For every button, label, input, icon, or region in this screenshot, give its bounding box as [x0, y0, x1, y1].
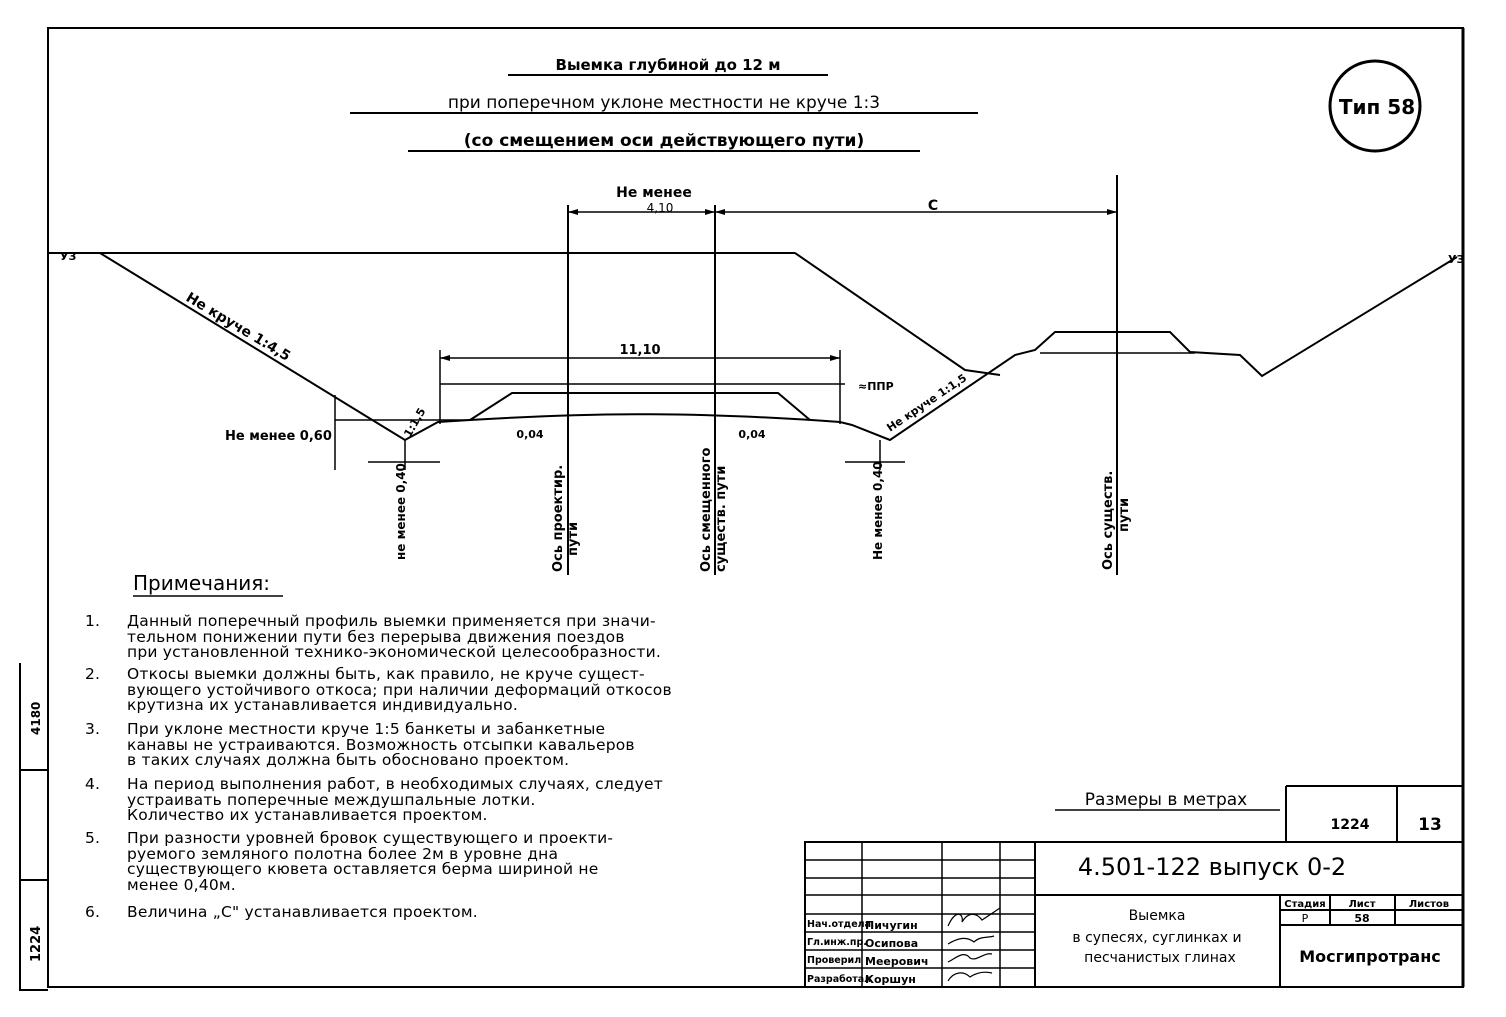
- title-line3: (со смещением оси действующего пути): [463, 131, 865, 151]
- ground-left-label: УЗ: [60, 250, 77, 263]
- role-3: Проверил: [807, 955, 862, 966]
- doc-number: 4.501-122 выпуск 0-2: [1077, 853, 1347, 881]
- note-item: [85, 667, 845, 714]
- dim-top-value: 4,10: [646, 201, 674, 215]
- ballast-prism: [470, 393, 810, 420]
- note-item: [85, 777, 845, 824]
- stamp-code: 1224: [1330, 817, 1370, 833]
- dim-arrows: [440, 209, 1117, 361]
- name-1: Пичугин: [865, 919, 918, 932]
- note-item: [85, 905, 845, 921]
- note-number: 3.: [85, 720, 101, 738]
- note-number: 5.: [85, 829, 101, 847]
- slope-right-label: Не круче 1:1,5: [884, 371, 970, 435]
- slope-004-right: 0,04: [738, 428, 766, 441]
- name-4: Коршун: [865, 973, 916, 986]
- role-4: Разработал: [807, 974, 872, 985]
- note-item: [85, 722, 845, 769]
- dim-c-label: C: [927, 198, 939, 214]
- dimensions: [335, 212, 1117, 470]
- sheet-label: Лист: [1348, 899, 1376, 910]
- stamp-title-3: песчанистых глинах: [1084, 950, 1236, 966]
- axis-lines: [440, 175, 1117, 575]
- sheets-label: Листов: [1408, 899, 1450, 910]
- note-number: 2.: [85, 665, 101, 683]
- note-number: 4.: [85, 775, 101, 793]
- slope-004-left: 0,04: [516, 428, 544, 441]
- role-1: Нач.отдела: [807, 919, 872, 930]
- signatures: [948, 908, 1000, 981]
- axis-exist-label2: пути: [1117, 497, 1132, 532]
- title-line2: при поперечном уклоне местности не круче 1:3: [447, 93, 881, 113]
- axis-design-label2: пути: [566, 521, 581, 556]
- axis-shift-label2: существ. пути: [714, 465, 729, 572]
- min-060-label: Не менее 0,60: [225, 429, 332, 444]
- stage-value: Р: [1301, 912, 1309, 925]
- title-block: [350, 56, 978, 151]
- note-text: Величина „С" устанавливается проектом.: [127, 903, 478, 921]
- stage-label: Стадия: [1284, 899, 1326, 910]
- note-text: Откосы выемки должны быть, как правило, не круче сущест- вующего устойчивого откоса; при наличии деформаций откосов крутизна их устанавливается индивидуально.: [127, 665, 672, 714]
- min-040-left: не менее 0,40: [394, 463, 408, 560]
- note-number: 1.: [85, 612, 101, 630]
- role-2: Гл.инж.пр.: [807, 937, 867, 948]
- cut-profile: [100, 253, 1457, 440]
- axis-design-label1: Ось проектир.: [551, 464, 566, 572]
- slope-left-label: Не круче 1:4,5: [182, 289, 294, 365]
- dim-top-label: Не менее: [616, 185, 692, 201]
- ground-right-label: УЗ: [1448, 253, 1465, 266]
- note-text: Данный поперечный профиль выемки применяется при значи- тельном понижении пути без перерыва движения поездов при установленной технико-экономической целесообразности.: [127, 612, 662, 661]
- name-3: Меерович: [865, 955, 929, 968]
- ppr-label: ≈ППР: [858, 380, 894, 393]
- note-number: 6.: [85, 903, 101, 921]
- org-name: Мосгипротранс: [1299, 947, 1441, 966]
- units-label: Размеры в метрах: [1084, 790, 1248, 810]
- stamp-sheet-no: 13: [1418, 815, 1442, 835]
- note-text: При уклоне местности круче 1:5 банкеты и забанкетные канавы не устраиваются. Возможность отсыпки кавальеров в таких случаях должна быть обосновано проектом.: [127, 720, 635, 769]
- min-040-right: Не менее 0,40: [871, 461, 885, 560]
- note-text: На период выполнения работ, в необходимых случаях, следует устраивать поперечные междушпальные лотки. Количество их устанавливается проектом.: [127, 775, 663, 824]
- note-item: [85, 614, 845, 661]
- sheet-value: 58: [1354, 912, 1370, 925]
- stamp-title-1: Выемка: [1128, 908, 1186, 924]
- dim-width-label: 11,10: [619, 343, 661, 358]
- title-line1: Выемка глубиной до 12 м: [555, 56, 781, 74]
- type-label: Тип 58: [1338, 95, 1416, 119]
- axis-exist-label1: Ось существ.: [1101, 470, 1116, 570]
- axis-shift-label1: Ось смещенного: [699, 447, 714, 572]
- slope-small-label: 1:1,5: [401, 405, 429, 440]
- margin-bottom-value: 1224: [29, 925, 44, 962]
- notes-heading: Примечания:: [133, 571, 271, 595]
- margin-top-value: 4180: [29, 701, 43, 735]
- stamp-title-2: в супесях, суглинках и: [1072, 930, 1242, 946]
- name-2: Осипова: [865, 937, 919, 950]
- note-text: При разности уровней бровок существующего и проекти- руемого земляного полотна более 2м в уровне дна существующего кювета оставляется берма шириной не менее 0,40м.: [127, 829, 614, 894]
- note-item: [85, 831, 805, 893]
